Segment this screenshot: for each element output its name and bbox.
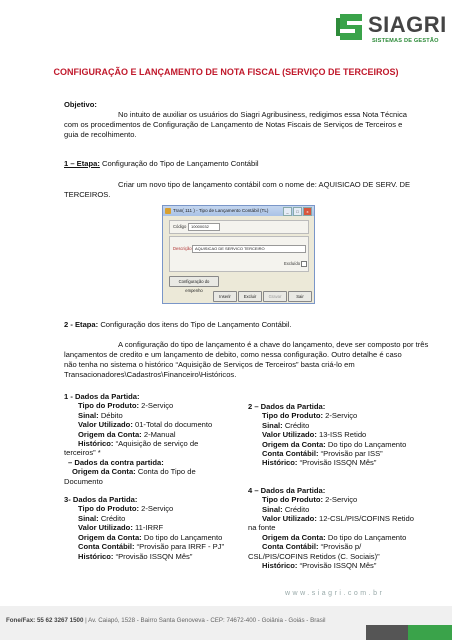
partida4-tipo-key: Tipo do Produto:: [262, 495, 324, 505]
gravar-button: Gravar: [263, 291, 287, 302]
step1-body2: TERCEIROS.: [64, 190, 111, 199]
partida4-title: 4 – Dados da Partida:: [248, 485, 326, 495]
window-app-icon: [165, 208, 171, 214]
maximize-icon: □: [293, 207, 302, 216]
window-titlebar: [163, 206, 314, 216]
partida3-valor-key: Valor Utilizado:: [78, 523, 133, 533]
partida3-tipo-value: 2-Serviço: [141, 504, 174, 514]
partida4-tipo-value: 2-Serviço: [325, 495, 358, 505]
partida1-historico-cont: terceiros” *: [64, 448, 101, 458]
partida1-origem-key: Origem da Conta:: [78, 429, 142, 439]
step2-body1: A configuração do tipo de lançamento é a chave do lançamento, deve ser composto por três: [118, 340, 429, 349]
partida2-valor-key: Valor Utilizado:: [262, 430, 317, 440]
step2-body2: lançamentos de credito e um lançamento de debito, como nessa configuração. Outro detalhe é caso: [64, 350, 402, 359]
partida2-sinal-key: Sinal:: [262, 420, 283, 430]
partida1-historico-key: Histórico:: [78, 439, 114, 449]
brand-name: SIAGRI: [368, 12, 447, 37]
partida1-origem-value: 2-Manual: [143, 429, 176, 439]
partida2-conta-value: “Provisão par ISS”: [320, 449, 383, 459]
partida4-valor-value: 12-CSL/PIS/COFINS Retido: [318, 514, 414, 524]
contrapartida-origem-cont: Documento: [64, 476, 103, 486]
window-title: Tran( 111 ) - Tipo de Lançamento Contábil (TL): [173, 208, 269, 213]
partida1-title: 1 - Dados da Partida:: [64, 392, 140, 401]
partida2-historico-key: Histórico:: [262, 458, 298, 468]
contrapartida-origem-value: Conta do Tipo de: [137, 467, 196, 477]
step1-heading: [64, 159, 259, 168]
objective-line3: guia de recolhimento.: [64, 130, 137, 139]
partida2-tipo-value: 2-Serviço: [325, 411, 358, 421]
partida1-tipo-key: Tipo do Produto:: [78, 401, 140, 411]
partida4-conta-key: Conta Contábil:: [262, 542, 319, 552]
partida2-valor-value: 13-ISS Retido: [318, 430, 367, 440]
partida4-sinal-value: Crédito: [284, 504, 310, 514]
partida4-conta-value: “Provisão p/: [320, 542, 362, 552]
partida2-title: 2 – Dados da Partida:: [248, 402, 326, 411]
contrapartida-origem-key: Origem da Conta:: [72, 467, 136, 477]
partida1-sinal-key: Sinal:: [78, 410, 99, 420]
close-icon: x: [303, 207, 312, 216]
sair-button: Sair: [288, 291, 312, 302]
partida3-historico-value: “Provisão ISSQN Mês”: [115, 551, 193, 561]
partida4-valor-key: Valor Utilizado:: [262, 514, 317, 524]
descricao-label: Descrição: [173, 246, 192, 251]
partida3-title: 3- Dados da Partida:: [64, 495, 138, 505]
partida4-valor-cont: na fonte: [248, 523, 276, 533]
contrapartida-title: – Dados da contra partida:: [68, 457, 164, 467]
step2-label: 2 - Etapa:: [64, 320, 99, 329]
step1-body1: Criar um novo tipo de lançamento contábil com o nome de: AQUISICAO DE SERV. DE: [118, 180, 411, 189]
step2-heading: [64, 320, 292, 329]
partida2-tipo-key: Tipo do Produto:: [262, 411, 324, 421]
partida4-sinal-key: Sinal:: [262, 504, 283, 514]
partida3-tipo-key: Tipo do Produto:: [78, 504, 140, 514]
objective-line2: com os procedimentos de Configuração de Lançamento de Notas Fiscais de Serviços de Terceiros e: [64, 120, 403, 129]
partida3-origem-value: Do tipo do Lançamento: [143, 532, 223, 542]
partida4-historico-key: Histórico:: [262, 561, 298, 571]
partida3-sinal-key: Sinal:: [78, 513, 99, 523]
partida2-origem-key: Origem da Conta:: [262, 439, 326, 449]
partida1-valor-value: 01-Total do documento: [134, 420, 213, 430]
document-title: CONFIGURAÇÃO E LANÇAMENTO DE NOTA FISCAL (SERVIÇO DE TERCEIROS): [53, 67, 399, 77]
codigo-field: 10000032: [188, 223, 220, 231]
codigo-label: Código: [173, 224, 187, 229]
brand-tagline: SISTEMAS DE GESTÃO: [372, 38, 439, 44]
partida3-conta-key: Conta Contábil:: [78, 542, 135, 552]
partida4-origem-key: Origem da Conta:: [262, 532, 326, 542]
step1-label: 1 – Etapa:: [64, 159, 100, 168]
window-controls: [282, 207, 312, 217]
descricao-panel: [169, 236, 309, 272]
footer-website: www.siagri.com.br: [285, 590, 385, 597]
partida3-valor-value: 11-IRRF: [134, 523, 164, 533]
partida1-valor-key: Valor Utilizado:: [78, 420, 133, 430]
step1-text: Configuração do Tipo de Lançamento Contábil: [102, 159, 259, 168]
minimize-icon: _: [283, 207, 292, 216]
partida1-historico-value: “Aquisição de serviço de: [115, 439, 199, 449]
right-column: [248, 402, 423, 571]
partida3-origem-key: Origem da Conta:: [78, 532, 142, 542]
partida2-sinal-value: Crédito: [284, 420, 310, 430]
codigo-panel: [169, 220, 309, 234]
partida4-origem-value: Do tipo do Lançamento: [327, 532, 407, 542]
footer-contact: Fone/Fax: 55 62 3267 1500 | Av. Caiapó, 1528 - Bairro Santa Genoveva - CEP: 74672-400 - Goiânia - Goiás - Brasil: [6, 617, 326, 624]
siagri-logo-mark-icon: [336, 10, 366, 44]
step2-text: Configuração dos itens do Tipo de Lançamento Contábil.: [100, 320, 292, 329]
footer-address: Av. Caiapó, 1528 - Bairro Santa Genoveva - CEP: 74672-400 - Goiânia - Goiás - Brasil: [88, 617, 326, 624]
partida3-sinal-value: Crédito: [100, 513, 126, 523]
partida1-tipo-value: 2-Serviço: [141, 401, 174, 411]
siagri-logo: [336, 10, 448, 52]
partida2-conta-key: Conta Contábil:: [262, 449, 319, 459]
config-empenho-button: Configuração do empenho: [169, 276, 219, 287]
objective-label: Objetivo:: [64, 100, 97, 109]
screenshot-window: [162, 205, 315, 304]
excluir-button: Excluir: [238, 291, 262, 302]
excluido-checkbox: [301, 261, 307, 267]
partida4-historico-value: “Provisão ISSQN Mês”: [299, 561, 377, 571]
excluido-label: Excluído: [284, 261, 301, 266]
step2-body3: não tenha no sistema o histórico “Aquisição de Serviços de Terceiros” basta criá-lo em: [64, 360, 355, 369]
footer-green-bar: [408, 625, 452, 640]
inserir-button: Inserir: [213, 291, 237, 302]
partida3-conta-value: “Provisão para IRRF - PJ”: [136, 542, 225, 552]
left-column: [64, 392, 224, 561]
partida4-conta-cont: CSL/PIS/COFINS Retidos (C. Sociais)”: [248, 551, 380, 561]
partida3-historico-key: Histórico:: [78, 551, 114, 561]
partida1-sinal-value: Débito: [100, 410, 123, 420]
footer-phone: Fone/Fax: 55 62 3267 1500: [6, 617, 84, 624]
partida2-origem-value: Do tipo do Lançamento: [327, 439, 407, 449]
partida2-historico-value: “Provisão ISSQN Mês”: [299, 458, 377, 468]
step2-body4: Transacionadores\Cadastros\Financeiro\Históricos.: [64, 370, 237, 379]
objective-line1: No intuito de auxiliar os usuários do Siagri Agribusiness, redigimos essa Nota Técnica: [118, 110, 407, 119]
descricao-field: AQUISICAO DE SERVICO TERCEIRO: [192, 245, 306, 253]
